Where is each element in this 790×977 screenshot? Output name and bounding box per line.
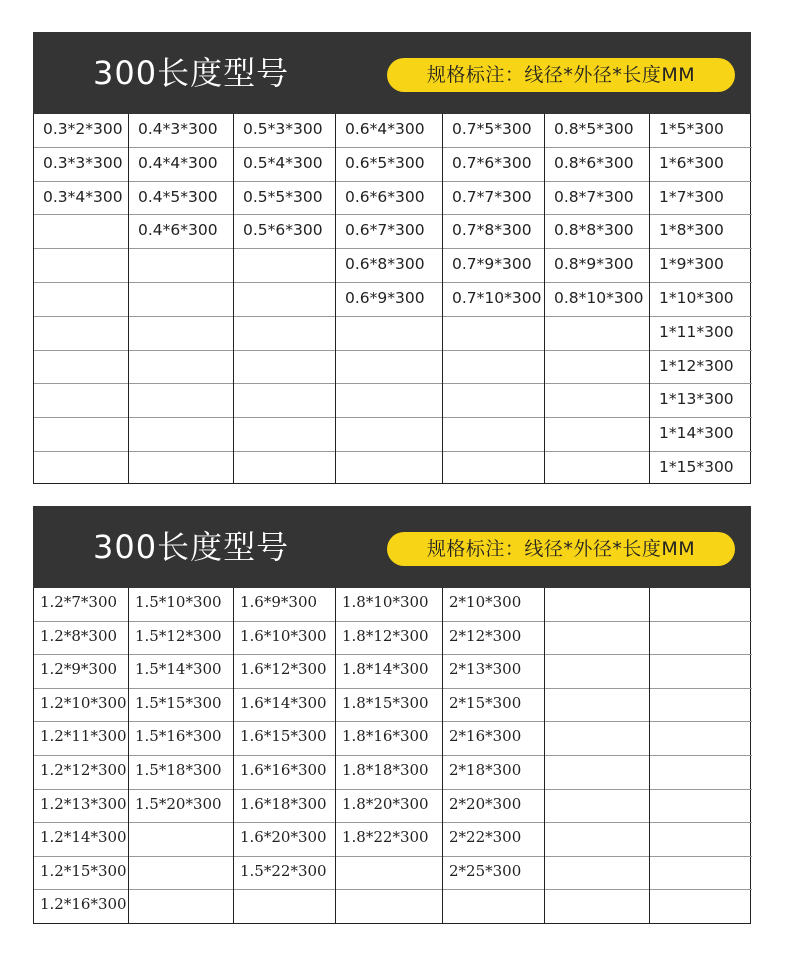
spec-value: 2*20*300 [449, 794, 522, 813]
table-cell [234, 317, 335, 351]
table-cell [545, 114, 649, 148]
table-column [336, 588, 443, 923]
spec-value: 1.2*11*300 [40, 727, 127, 746]
table-cell [34, 182, 128, 216]
spec-table [33, 114, 751, 484]
table-cell [234, 890, 335, 924]
table-cell [443, 588, 544, 622]
table-cell [650, 588, 752, 622]
spec-value: 1.5*20*300 [135, 794, 222, 813]
spec-value: 1.2*15*300 [40, 861, 127, 880]
table-cell [443, 384, 544, 418]
spec-value: 0.7*9*300 [452, 255, 532, 274]
table-cell [129, 148, 233, 182]
spec-value: 1*10*300 [659, 289, 734, 307]
table-cell [129, 756, 233, 790]
table-cell [34, 351, 128, 385]
spec-value: 0.7*8*300 [452, 221, 532, 240]
table-cell [129, 689, 233, 723]
table-cell [650, 182, 752, 216]
table-cell [650, 452, 752, 486]
table-cell [650, 215, 752, 249]
table-cell [234, 722, 335, 756]
table-cell [34, 418, 128, 452]
spec-value: 2*13*300 [449, 660, 522, 679]
spec-value: 1*7*300 [659, 187, 724, 206]
table-column [443, 114, 545, 483]
spec-value: 0.8*7*300 [554, 187, 634, 206]
spec-value: 2*16*300 [449, 727, 522, 746]
table-cell [129, 283, 233, 317]
table-cell [336, 622, 442, 656]
spec-value: 1.2*9*300 [40, 660, 118, 679]
table-cell [34, 823, 128, 857]
table-cell [336, 756, 442, 790]
table-cell [650, 317, 752, 351]
table-cell [443, 148, 544, 182]
spec-value: 1.5*16*300 [135, 727, 222, 746]
spec-value: 1.8*10*300 [342, 593, 429, 611]
table-cell [545, 655, 649, 689]
table-cell [650, 722, 752, 756]
table-cell [545, 823, 649, 857]
table-cell [129, 588, 233, 622]
table-cell [336, 823, 442, 857]
spec-value: 0.6*5*300 [345, 153, 425, 172]
spec-value: 0.8*6*300 [554, 153, 634, 172]
table-cell [443, 114, 544, 148]
table-cell [443, 182, 544, 216]
spec-note-badge: 规格标注：线径*外径*长度MM [387, 532, 735, 566]
table-cell [650, 890, 752, 924]
spec-value: 1.6*16*300 [240, 761, 327, 779]
table-cell [443, 418, 544, 452]
spec-value: 2*22*300 [449, 828, 522, 847]
spec-value: 1*15*300 [659, 458, 734, 476]
spec-value: 1.6*9*300 [240, 593, 318, 611]
spec-note-badge: 规格标注：线径*外径*长度MM [387, 58, 735, 92]
table-column [129, 114, 234, 483]
spec-value: 2*15*300 [449, 693, 522, 712]
spec-value: 1.2*8*300 [40, 626, 118, 645]
spec-value: 1.5*18*300 [135, 761, 222, 779]
spec-panel-2 [33, 506, 751, 914]
spec-value: 2*12*300 [449, 626, 522, 645]
table-column [34, 588, 129, 923]
table-cell [545, 351, 649, 385]
table-cell [650, 351, 752, 385]
table-cell [234, 857, 335, 891]
spec-value: 0.8*10*300 [554, 289, 644, 307]
table-cell [443, 452, 544, 486]
table-cell [34, 283, 128, 317]
table-cell [545, 689, 649, 723]
table-cell [34, 890, 128, 924]
table-cell [336, 722, 442, 756]
table-cell [336, 317, 442, 351]
spec-value: 1*11*300 [659, 322, 734, 341]
table-cell [336, 588, 442, 622]
spec-value: 1.6*10*300 [240, 626, 327, 645]
spec-value: 1.2*7*300 [40, 593, 118, 611]
table-cell [336, 890, 442, 924]
table-column [650, 114, 752, 483]
spec-value: 1.6*12*300 [240, 660, 327, 679]
table-cell [443, 689, 544, 723]
table-cell [129, 182, 233, 216]
table-cell [336, 283, 442, 317]
spec-value: 0.3*2*300 [43, 120, 123, 138]
table-cell [129, 857, 233, 891]
table-cell [443, 215, 544, 249]
table-cell [650, 655, 752, 689]
table-cell [545, 384, 649, 418]
spec-value: 0.4*3*300 [138, 120, 218, 138]
spec-value: 0.6*8*300 [345, 255, 425, 274]
table-cell [545, 857, 649, 891]
table-cell [443, 351, 544, 385]
spec-value: 0.6*6*300 [345, 187, 425, 206]
table-cell [650, 689, 752, 723]
spec-value: 0.8*8*300 [554, 221, 634, 240]
table-cell [650, 249, 752, 283]
table-cell [34, 588, 128, 622]
spec-value: 0.3*4*300 [43, 187, 123, 206]
table-cell [545, 756, 649, 790]
table-column [234, 588, 336, 923]
spec-value: 1*6*300 [659, 153, 724, 172]
table-cell [129, 351, 233, 385]
table-cell [129, 384, 233, 418]
table-cell [234, 689, 335, 723]
table-cell [650, 114, 752, 148]
table-cell [443, 283, 544, 317]
table-cell [650, 283, 752, 317]
table-cell [129, 452, 233, 486]
spec-value: 1.2*16*300 [40, 895, 127, 914]
spec-value: 1.8*14*300 [342, 660, 429, 679]
spec-value: 0.6*4*300 [345, 120, 425, 138]
spec-value: 0.5*6*300 [243, 221, 323, 240]
spec-value: 1.8*22*300 [342, 828, 429, 847]
table-cell [34, 148, 128, 182]
table-cell [234, 114, 335, 148]
table-cell [34, 114, 128, 148]
table-cell [234, 148, 335, 182]
spec-value: 0.5*5*300 [243, 187, 323, 206]
spec-value: 1*13*300 [659, 390, 734, 409]
spec-value: 1.8*20*300 [342, 794, 429, 813]
spec-table [33, 588, 751, 924]
spec-value: 1.6*15*300 [240, 727, 327, 746]
table-cell [650, 857, 752, 891]
spec-value: 2*25*300 [449, 861, 522, 880]
table-cell [650, 823, 752, 857]
table-column [650, 588, 752, 923]
table-cell [234, 384, 335, 418]
table-cell [129, 890, 233, 924]
spec-value: 1.8*15*300 [342, 693, 429, 712]
table-cell [34, 384, 128, 418]
table-column [129, 588, 234, 923]
table-cell [336, 689, 442, 723]
table-cell [336, 655, 442, 689]
table-cell [34, 452, 128, 486]
spec-value: 1.5*15*300 [135, 693, 222, 712]
table-cell [129, 418, 233, 452]
spec-value: 1.2*10*300 [40, 693, 127, 712]
table-column [545, 588, 650, 923]
table-cell [443, 722, 544, 756]
table-cell [234, 249, 335, 283]
spec-value: 0.4*6*300 [138, 221, 218, 240]
spec-value: 1.6*20*300 [240, 828, 327, 847]
spec-value: 0.3*3*300 [43, 153, 123, 172]
spec-value: 1.8*12*300 [342, 626, 429, 645]
table-column [545, 114, 650, 483]
table-cell [545, 588, 649, 622]
panel-title: 300长度型号 [93, 54, 290, 92]
table-cell [545, 722, 649, 756]
table-cell [650, 756, 752, 790]
table-cell [443, 317, 544, 351]
table-cell [545, 890, 649, 924]
spec-value: 1.5*10*300 [135, 593, 222, 611]
table-cell [336, 452, 442, 486]
spec-value: 0.7*5*300 [452, 120, 532, 138]
table-cell [129, 823, 233, 857]
table-cell [443, 622, 544, 656]
table-cell [545, 148, 649, 182]
table-column [336, 114, 443, 483]
spec-value: 1.8*18*300 [342, 761, 429, 779]
table-cell [443, 655, 544, 689]
spec-value: 2*18*300 [449, 761, 522, 779]
table-cell [129, 249, 233, 283]
table-cell [545, 182, 649, 216]
spec-value: 0.5*3*300 [243, 120, 323, 138]
table-cell [650, 622, 752, 656]
spec-value: 1.6*14*300 [240, 693, 327, 712]
table-cell [234, 283, 335, 317]
table-cell [34, 689, 128, 723]
spec-value: 0.8*5*300 [554, 120, 634, 138]
table-cell [234, 418, 335, 452]
table-cell [34, 249, 128, 283]
table-cell [234, 622, 335, 656]
table-cell [336, 418, 442, 452]
table-cell [129, 622, 233, 656]
table-column [34, 114, 129, 483]
spec-value: 1.2*12*300 [40, 761, 127, 779]
table-cell [129, 317, 233, 351]
table-cell [545, 622, 649, 656]
spec-value: 1*8*300 [659, 221, 724, 240]
table-cell [234, 182, 335, 216]
table-cell [545, 283, 649, 317]
table-cell [234, 790, 335, 824]
table-cell [336, 215, 442, 249]
spec-value: 1.2*14*300 [40, 828, 127, 847]
table-cell [34, 215, 128, 249]
spec-value: 1*12*300 [659, 356, 734, 375]
table-cell [443, 790, 544, 824]
table-cell [545, 317, 649, 351]
spec-value: 0.7*7*300 [452, 187, 532, 206]
table-cell [545, 418, 649, 452]
table-cell [336, 148, 442, 182]
table-cell [234, 756, 335, 790]
table-cell [129, 790, 233, 824]
spec-value: 1*9*300 [659, 255, 724, 274]
spec-value: 0.7*6*300 [452, 153, 532, 172]
panel-header [33, 32, 751, 114]
table-cell [336, 249, 442, 283]
spec-value: 0.7*10*300 [452, 289, 542, 307]
table-column [234, 114, 336, 483]
table-cell [443, 857, 544, 891]
table-cell [545, 790, 649, 824]
table-cell [545, 452, 649, 486]
table-cell [34, 655, 128, 689]
spec-value: 1*14*300 [659, 424, 734, 443]
spec-value: 0.6*7*300 [345, 221, 425, 240]
table-cell [234, 823, 335, 857]
spec-value: 0.8*9*300 [554, 255, 634, 274]
table-cell [234, 655, 335, 689]
table-cell [34, 722, 128, 756]
table-cell [650, 148, 752, 182]
table-cell [336, 384, 442, 418]
panel-title: 300长度型号 [93, 528, 290, 566]
table-cell [443, 756, 544, 790]
table-cell [336, 114, 442, 148]
spec-value: 2*10*300 [449, 593, 522, 611]
table-cell [234, 351, 335, 385]
spec-value: 0.4*4*300 [138, 153, 218, 172]
spec-value: 1*5*300 [659, 120, 724, 138]
table-cell [443, 249, 544, 283]
spec-value: 1.8*16*300 [342, 727, 429, 746]
table-cell [129, 114, 233, 148]
table-cell [650, 418, 752, 452]
panel-header [33, 506, 751, 588]
table-cell [650, 384, 752, 418]
table-cell [34, 857, 128, 891]
table-cell [234, 588, 335, 622]
table-cell [336, 790, 442, 824]
spec-value: 1.5*14*300 [135, 660, 222, 679]
table-cell [545, 215, 649, 249]
spec-value: 1.5*12*300 [135, 626, 222, 645]
table-cell [129, 215, 233, 249]
table-cell [234, 215, 335, 249]
spec-value: 1.5*22*300 [240, 861, 327, 880]
spec-value: 0.5*4*300 [243, 153, 323, 172]
table-cell [34, 756, 128, 790]
table-cell [443, 823, 544, 857]
table-cell [129, 655, 233, 689]
table-cell [34, 790, 128, 824]
spec-value: 1.6*18*300 [240, 794, 327, 813]
table-cell [443, 890, 544, 924]
table-cell [34, 317, 128, 351]
table-cell [34, 622, 128, 656]
spec-value: 0.4*5*300 [138, 187, 218, 206]
table-cell [336, 182, 442, 216]
table-column [443, 588, 545, 923]
spec-value: 1.2*13*300 [40, 794, 127, 813]
table-cell [545, 249, 649, 283]
table-cell [650, 790, 752, 824]
table-cell [336, 351, 442, 385]
table-cell [234, 452, 335, 486]
table-cell [129, 722, 233, 756]
spec-value: 0.6*9*300 [345, 289, 425, 307]
table-cell [336, 857, 442, 891]
spec-panel-1 [33, 32, 751, 476]
